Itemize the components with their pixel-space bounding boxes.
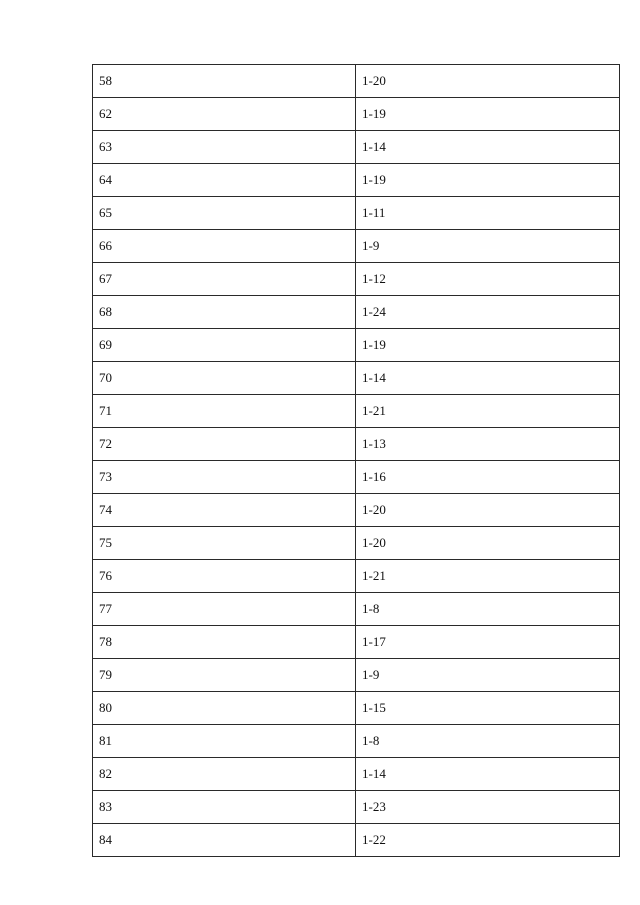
- table-row: [93, 527, 620, 560]
- cell-id: 72: [93, 428, 356, 461]
- cell-range: 1-22: [356, 824, 620, 857]
- cell-id: 75: [93, 527, 356, 560]
- table-row: [93, 98, 620, 131]
- cell-range: 1-16: [356, 461, 620, 494]
- cell-range: 1-12: [356, 263, 620, 296]
- cell-range: 1-17: [356, 626, 620, 659]
- cell-range: 1-21: [356, 560, 620, 593]
- cell-id: 65: [93, 197, 356, 230]
- cell-range: 1-9: [356, 659, 620, 692]
- cell-range: 1-24: [356, 296, 620, 329]
- table-row: [93, 461, 620, 494]
- table-row: [93, 164, 620, 197]
- table-row: [93, 659, 620, 692]
- table-row: [93, 428, 620, 461]
- cell-id: 68: [93, 296, 356, 329]
- table-row: [93, 263, 620, 296]
- cell-id: 79: [93, 659, 356, 692]
- cell-range: 1-20: [356, 527, 620, 560]
- cell-range: 1-8: [356, 593, 620, 626]
- cell-range: 1-15: [356, 692, 620, 725]
- table-row: [93, 692, 620, 725]
- cell-id: 84: [93, 824, 356, 857]
- table-row: [93, 626, 620, 659]
- cell-range: 1-20: [356, 494, 620, 527]
- cell-id: 83: [93, 791, 356, 824]
- cell-range: 1-19: [356, 329, 620, 362]
- table-row: [93, 329, 620, 362]
- cell-range: 1-21: [356, 395, 620, 428]
- table-row: [93, 197, 620, 230]
- table-row: [93, 362, 620, 395]
- cell-id: 73: [93, 461, 356, 494]
- table-row: [93, 725, 620, 758]
- cell-id: 62: [93, 98, 356, 131]
- table-row: [93, 65, 620, 98]
- cell-id: 66: [93, 230, 356, 263]
- table-row: [93, 758, 620, 791]
- cell-id: 74: [93, 494, 356, 527]
- table-row: [93, 494, 620, 527]
- cell-range: 1-23: [356, 791, 620, 824]
- cell-id: 63: [93, 131, 356, 164]
- table-body: [93, 65, 620, 857]
- cell-id: 76: [93, 560, 356, 593]
- cell-id: 77: [93, 593, 356, 626]
- table-row: [93, 560, 620, 593]
- cell-id: 71: [93, 395, 356, 428]
- cell-range: 1-9: [356, 230, 620, 263]
- cell-id: 80: [93, 692, 356, 725]
- cell-id: 78: [93, 626, 356, 659]
- cell-range: 1-20: [356, 65, 620, 98]
- cell-id: 64: [93, 164, 356, 197]
- table-row: [93, 791, 620, 824]
- table-row: [93, 593, 620, 626]
- cell-range: 1-14: [356, 131, 620, 164]
- cell-range: 1-14: [356, 758, 620, 791]
- table-row: [93, 230, 620, 263]
- cell-range: 1-13: [356, 428, 620, 461]
- table-row: [93, 395, 620, 428]
- cell-range: 1-19: [356, 98, 620, 131]
- cell-id: 70: [93, 362, 356, 395]
- table-row: [93, 824, 620, 857]
- cell-range: 1-8: [356, 725, 620, 758]
- cell-range: 1-11: [356, 197, 620, 230]
- cell-id: 82: [93, 758, 356, 791]
- cell-range: 1-19: [356, 164, 620, 197]
- table-row: [93, 296, 620, 329]
- cell-range: 1-14: [356, 362, 620, 395]
- cell-id: 58: [93, 65, 356, 98]
- cell-id: 69: [93, 329, 356, 362]
- data-table: [92, 64, 620, 857]
- cell-id: 81: [93, 725, 356, 758]
- cell-id: 67: [93, 263, 356, 296]
- table-row: [93, 131, 620, 164]
